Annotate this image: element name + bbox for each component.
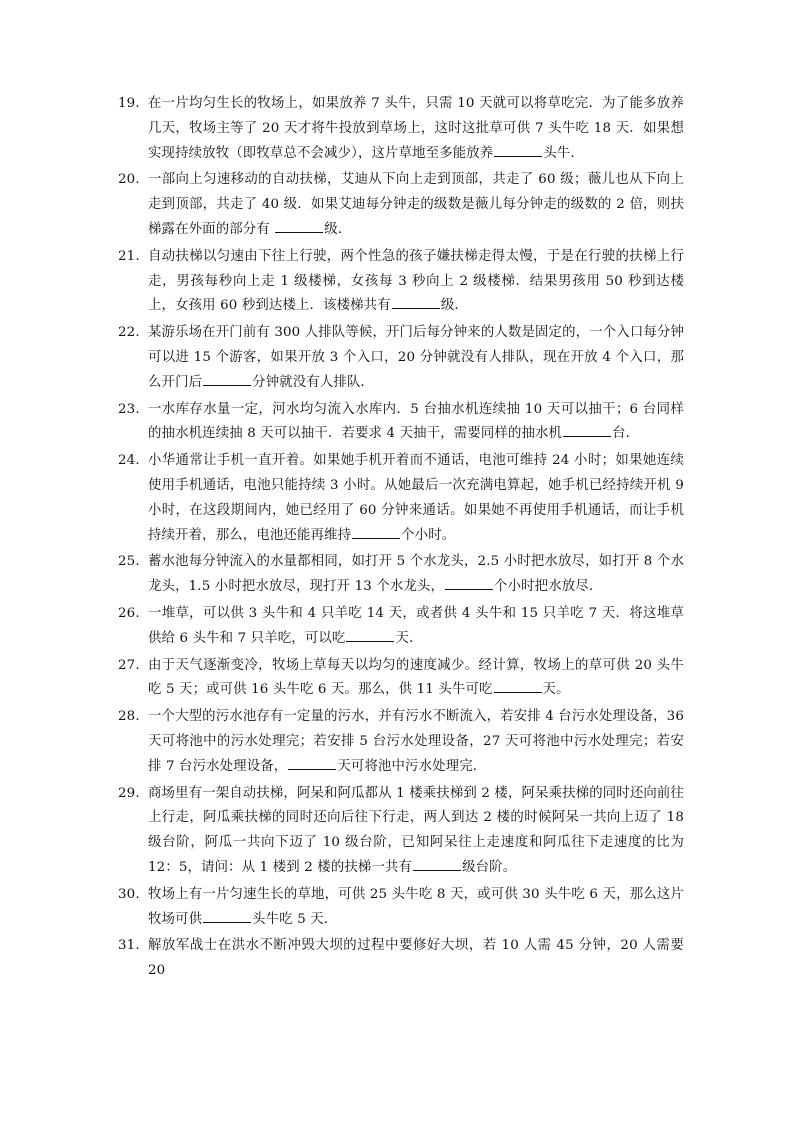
problem-text xyxy=(148,705,684,779)
problem-text-before: 一个大型的污水池存有一定量的污水，并有污水不断流入，若安排 4 台污水处理设备，36 天可将池中的污水处理完；若安排 5 台污水处理设备，27 天可将池中污水处理完；若安排 7 台污水处理设备， xyxy=(148,709,684,774)
problem-number: 28. xyxy=(118,709,140,725)
problem-text-after: 级台阶。 xyxy=(462,859,517,875)
problem-number: 20. xyxy=(118,172,140,188)
problem-number: 31. xyxy=(118,938,140,954)
answer-blank[interactable] xyxy=(494,143,542,157)
answer-blank[interactable] xyxy=(352,525,400,539)
problem-21 xyxy=(118,245,684,319)
problem-text-before: 牧场上有一片匀速生长的草地，可供 25 头牛吃 8 天，或可供 30 头牛吃 6 天，那么这片牧场可供 xyxy=(148,886,684,927)
problem-text-after: 天。 xyxy=(542,682,570,698)
problem-text xyxy=(148,934,684,984)
problem-number: 25. xyxy=(118,554,140,570)
problem-24 xyxy=(118,449,684,548)
problem-number: 30. xyxy=(118,886,140,902)
problem-text xyxy=(148,782,684,881)
problem-29 xyxy=(118,782,684,881)
problem-text-before: 小华通常让手机一直开着。如果她手机开着而不通话，电池可维持 24 小时；如果她连续使用手机通话，电池只能持续 3 小时。从她最后一次充满电算起，她手机已经持续开机 9 小时，在这段期间内，她已经用了 60 分钟来通话。如果她不再使用手机通话，而让手机持续开着，那么，电池还能再维持 xyxy=(148,453,684,543)
answer-blank[interactable] xyxy=(445,576,493,590)
answer-blank[interactable] xyxy=(288,756,336,770)
problem-text-before: 一部向上匀速移动的自动扶梯，艾迪从下向上走到顶部，共走了 60 级；薇儿也从下向上走到顶部，共走了 40 级．如果艾迪每分钟走的级数是薇儿每分钟走的级数的 2 倍，则扶梯露在外面的部分有 xyxy=(148,172,684,237)
problem-text xyxy=(148,550,684,600)
problem-text-before: 蓄水池每分钟流入的水量都相同，如打开 5 个水龙头，2.5 小时把水放尽，如打开 8 个水龙头，1.5 小时把水放尽，现打开 13 个水龙头， xyxy=(148,554,684,595)
problem-28 xyxy=(118,705,684,779)
problem-text-before: 解放军战士在洪水不断冲毁大坝的过程中要修好大坝，若 10 人需 45 分钟，20 人需要 20 xyxy=(148,938,684,979)
problem-text-after: 台． xyxy=(612,426,640,442)
problem-25 xyxy=(118,550,684,600)
problem-text-before: 在一片均匀生长的牧场上，如果放养 7 头牛，只需 10 天就可以将草吃完．为了能多放养几天，牧场主等了 20 天才将牛投放到草场上，这时这批草可供 7 头牛吃 18 天．如果想实现持续放牧（即牧草总不会减少），这片草地至多能放养 xyxy=(148,96,684,161)
answer-blank[interactable] xyxy=(392,295,440,309)
problem-31 xyxy=(118,934,684,984)
problem-23 xyxy=(118,398,684,448)
problem-text-after: 分钟就没有人排队． xyxy=(252,374,375,390)
problem-text-before: 自动扶梯以匀速由下往上行驶，两个性急的孩子嫌扶梯走得太慢，于是在行驶的扶梯上行走，男孩每秒向上走 1 级楼梯，女孩每 3 秒向上 2 级楼梯．结果男孩用 50 秒到达楼上，女孩用 60 秒到达楼上．该楼梯共有 xyxy=(148,248,684,314)
answer-blank[interactable] xyxy=(494,679,542,693)
answer-blank[interactable] xyxy=(203,909,251,923)
problem-20 xyxy=(118,168,684,242)
problem-list xyxy=(118,92,684,986)
answer-blank[interactable] xyxy=(346,628,394,642)
problem-text-before: 一堆草，可以供 3 头牛和 4 只羊吃 14 天，或者供 4 头牛和 15 只羊吃 7 天．将这堆草供给 6 头牛和 7 只羊吃，可以吃 xyxy=(148,605,684,646)
problem-number: 29. xyxy=(118,785,140,801)
problem-27 xyxy=(118,654,684,704)
problem-text-before: 商场里有一架自动扶梯，阿呆和阿瓜都从 1 楼乘扶梯到 2 楼，阿呆乘扶梯的同时还向前往上行走，阿瓜乘扶梯的同时还向后往下行走，两人到达 2 楼的时候阿呆一共向上迈了 18 级台阶，阿瓜一共向下迈了 10 级台阶，已知阿呆往上走速度和阿瓜往下走速度的比为 12：5，请问：从 1 楼到 2 楼的扶梯一共有 xyxy=(148,785,684,875)
problem-text-after: 头牛． xyxy=(543,145,584,161)
problem-number: 22. xyxy=(118,325,140,341)
problem-19 xyxy=(118,92,684,166)
problem-text-before: 一水库存水量一定，河水均匀流入水库内．5 台抽水机连续抽 10 天可以抽干；6 台同样的抽水机连续抽 8 天可以抽干．若要求 4 天抽干，需要同样的抽水机 xyxy=(148,401,684,442)
problem-text xyxy=(148,168,684,242)
problem-number: 21. xyxy=(118,248,140,264)
problem-text-before: 由于天气逐渐变冷，牧场上草每天以均匀的速度减少。经计算，牧场上的草可供 20 头牛吃 5 天；或可供 16 头牛吃 6 天。那么，供 11 头牛可吃 xyxy=(148,657,684,698)
problem-text-after: 级． xyxy=(440,298,468,314)
problem-26 xyxy=(118,602,684,652)
problem-text xyxy=(148,602,684,652)
problem-text xyxy=(148,92,684,166)
problem-text-before: 某游乐场在开门前有 300 人排队等候，开门后每分钟来的人数是固定的，一个入口每分钟可以进 15 个游客，如果开放 3 个入口，20 分钟就没有人排队，现在开放 4 个入口，那么开门后 xyxy=(148,325,684,390)
problem-number: 19. xyxy=(118,96,140,111)
answer-blank[interactable] xyxy=(563,423,611,437)
problem-text xyxy=(148,883,684,933)
problem-text-after: 天． xyxy=(395,630,423,646)
problem-text-after: 个小时。 xyxy=(401,527,456,543)
problem-number: 24. xyxy=(118,453,140,469)
problem-22 xyxy=(118,321,684,395)
problem-text-after: 级． xyxy=(324,221,352,237)
problem-text-after: 头牛吃 5 天． xyxy=(252,911,338,927)
problem-number: 27. xyxy=(118,657,140,673)
answer-blank[interactable] xyxy=(413,857,461,871)
problem-text-after: 个小时把水放尽． xyxy=(494,579,603,595)
problem-30 xyxy=(118,883,684,933)
problem-text-after: 天可将池中污水处理完． xyxy=(337,758,487,774)
problem-text xyxy=(148,398,684,448)
problem-number: 26. xyxy=(118,605,140,621)
answer-blank[interactable] xyxy=(275,219,323,233)
problem-text xyxy=(148,654,684,704)
problem-text xyxy=(148,449,684,548)
answer-blank[interactable] xyxy=(203,372,251,386)
problem-text xyxy=(148,245,684,319)
problem-number: 23. xyxy=(118,401,140,417)
problem-text xyxy=(148,321,684,395)
